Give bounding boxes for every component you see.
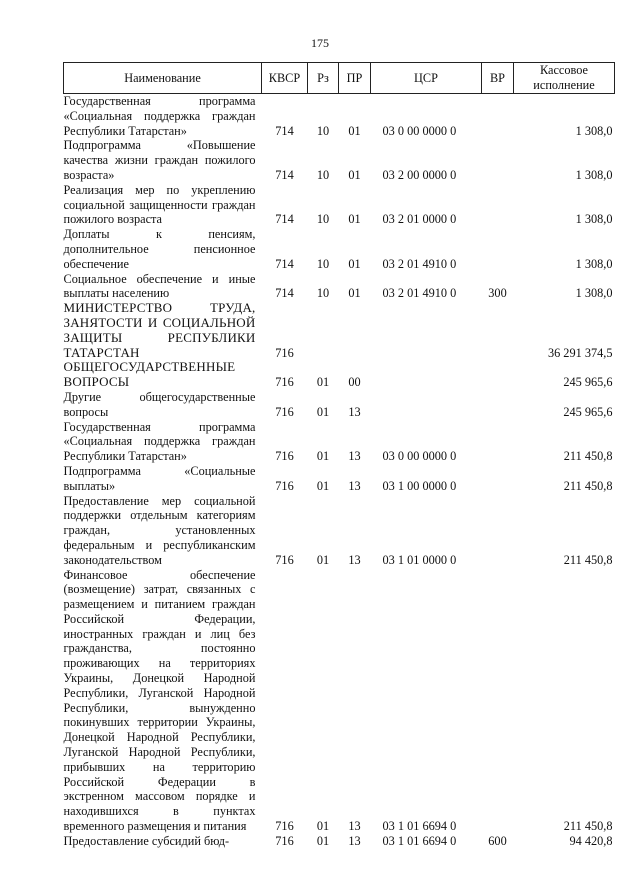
- row-kvsr-cell: 716: [275, 552, 294, 567]
- row-vr-cell: [482, 494, 514, 568]
- table-row: [64, 494, 615, 568]
- header-vr: ВР: [482, 63, 514, 94]
- row-name-cell: Предоставление мер социальной поддержки отдельным категориям граждан, установленных федеральным и республиканским законодательством: [63, 493, 256, 567]
- row-pr-cell: [339, 301, 371, 360]
- row-pr-cell: 01: [348, 286, 361, 301]
- row-amount-cell: 1 308,0: [575, 212, 613, 227]
- row-vr-cell: [482, 464, 514, 494]
- row-pr-cell: 01: [348, 123, 361, 138]
- table-row: [64, 568, 615, 834]
- row-amount-cell: 211 450,8: [563, 478, 613, 493]
- row-amount-cell: 36 291 374,5: [547, 345, 613, 360]
- row-kvsr-cell: 714: [275, 167, 294, 182]
- table-row: [64, 138, 615, 182]
- header-rz: Рз: [308, 63, 339, 94]
- row-vr-cell: [482, 301, 514, 360]
- row-amount-cell: 1 308,0: [575, 286, 613, 301]
- row-name-cell: Финансовое обеспечение (возмещение) затрат, связанных с размещением и питанием граждан Российской Федерации, иностранных граждан и лиц без гражданства, постоянно проживающих на территориях Украины, Донецкой Народной Республики, Луганской Народной Республики, вынужденно покинувших территории Украины, Донецкой Народной Республики, Луганской Народной Республики, прибывших на территорию Российской Федерации в экстренном массовом порядке и находившихся в пунктах временного размещения и питания: [63, 567, 256, 834]
- row-vr-cell: [482, 138, 514, 182]
- row-csr-cell: 03 2 01 4910 0: [382, 256, 457, 271]
- row-vr-cell: [482, 568, 514, 834]
- row-pr-cell: 01: [348, 256, 361, 271]
- table-row: [64, 183, 615, 227]
- table-row: [64, 464, 615, 494]
- row-csr-cell: 03 0 00 0000 0: [382, 449, 457, 464]
- row-name-cell: Социальное обеспечение и иные выплаты населению: [63, 271, 256, 301]
- row-csr-cell: 03 1 00 0000 0: [382, 478, 457, 493]
- row-vr-cell: 600: [488, 833, 507, 848]
- row-name-cell: МИНИСТЕРСТВО ТРУДА, ЗАНЯТОСТИ И СОЦИАЛЬНОЙ ЗАЩИТЫ РЕСПУБЛИКИ ТАТАРСТАН: [63, 300, 256, 360]
- row-amount-cell: 211 450,8: [563, 449, 613, 464]
- row-name-cell: Подпрограмма «Социальные выплаты»: [63, 463, 256, 493]
- row-kvsr-cell: 716: [275, 345, 294, 360]
- row-csr-cell: [371, 390, 482, 420]
- row-csr-cell: 03 1 01 0000 0: [382, 552, 457, 567]
- row-name-cell: Доплаты к пенсиям, дополнительное пенсионное обеспечение: [63, 227, 256, 271]
- row-pr-cell: 13: [348, 478, 361, 493]
- row-rz-cell: 01: [316, 833, 330, 848]
- table-row: [64, 420, 615, 464]
- row-pr-cell: 13: [348, 833, 361, 848]
- row-amount-cell: 94 420,8: [569, 833, 613, 848]
- row-csr-cell: 03 2 01 0000 0: [382, 212, 457, 227]
- row-kvsr-cell: 716: [275, 833, 294, 848]
- header-csr: ЦСР: [371, 63, 482, 94]
- row-amount-cell: 1 308,0: [575, 167, 613, 182]
- row-amount-cell: 211 450,8: [563, 819, 613, 834]
- row-csr-cell: 03 1 01 6694 0: [382, 833, 457, 848]
- table-row: [64, 301, 615, 360]
- header-pr: ПР: [339, 63, 371, 94]
- row-csr-cell: 03 2 00 0000 0: [382, 167, 457, 182]
- row-pr-cell: 13: [348, 404, 361, 419]
- row-kvsr-cell: 714: [275, 123, 294, 138]
- table-header-row: [64, 63, 615, 94]
- row-amount-cell: 211 450,8: [563, 552, 613, 567]
- row-name-cell: Государственная программа «Социальная поддержка граждан Республики Татарстан»: [63, 419, 256, 464]
- row-pr-cell: 13: [348, 819, 361, 834]
- row-kvsr-cell: 716: [275, 375, 294, 390]
- row-name-cell: Государственная программа «Социальная поддержка граждан Республики Татарстан»: [63, 94, 256, 138]
- header-kvsr: КВСР: [262, 63, 308, 94]
- row-pr-cell: 13: [348, 449, 361, 464]
- row-amount-cell: 1 308,0: [575, 123, 613, 138]
- row-csr-cell: 03 1 01 6694 0: [382, 819, 457, 834]
- row-name-cell: ОБЩЕГОСУДАРСТВЕННЫЕ ВОПРОСЫ: [63, 359, 236, 390]
- row-pr-cell: 01: [348, 167, 361, 182]
- row-vr-cell: [482, 227, 514, 271]
- row-name-cell: Реализация мер по укреплению социальной защищенности граждан пожилого возраста: [63, 182, 256, 227]
- row-rz-cell: 10: [316, 167, 330, 182]
- table-row: [64, 227, 615, 271]
- row-vr-cell: 300: [488, 286, 507, 301]
- row-csr-cell: [371, 360, 482, 390]
- header-name: Наименование: [64, 63, 262, 94]
- row-vr-cell: [482, 94, 514, 139]
- row-kvsr-cell: 714: [275, 212, 294, 227]
- row-csr-cell: 03 2 01 4910 0: [382, 286, 457, 301]
- row-csr-cell: 03 0 00 0000 0: [382, 123, 457, 138]
- row-name-cell: Предоставление субсидий бюд-: [63, 833, 230, 848]
- table-row: [64, 390, 615, 420]
- table-row: [64, 834, 615, 849]
- row-kvsr-cell: 716: [275, 819, 294, 834]
- row-amount-cell: 1 308,0: [575, 256, 613, 271]
- row-rz-cell: 01: [316, 449, 330, 464]
- row-pr-cell: 13: [348, 552, 361, 567]
- row-kvsr-cell: 716: [275, 449, 294, 464]
- row-kvsr-cell: 714: [275, 256, 294, 271]
- row-pr-cell: 00: [348, 375, 361, 390]
- table-row: [64, 360, 615, 390]
- row-amount-cell: 245 965,6: [563, 375, 613, 390]
- row-rz-cell: 01: [316, 552, 330, 567]
- row-rz-cell: 01: [316, 375, 330, 390]
- row-rz-cell: 10: [316, 256, 330, 271]
- table-row: [64, 94, 615, 139]
- row-kvsr-cell: 714: [275, 286, 294, 301]
- row-rz-cell: [308, 301, 339, 360]
- header-amount: Кассовое исполнение: [514, 63, 615, 94]
- row-vr-cell: [482, 390, 514, 420]
- table-row: [64, 272, 615, 302]
- row-rz-cell: 10: [316, 286, 330, 301]
- row-kvsr-cell: 716: [275, 478, 294, 493]
- page-number: 175: [311, 36, 329, 50]
- row-name-cell: Подпрограмма «Повышение качества жизни граждан пожилого возраста»: [63, 138, 256, 182]
- row-rz-cell: 01: [316, 819, 330, 834]
- row-vr-cell: [482, 183, 514, 227]
- row-name-cell: Другие общегосударственные вопросы: [63, 389, 256, 419]
- row-rz-cell: 10: [316, 123, 330, 138]
- row-vr-cell: [482, 360, 514, 390]
- row-rz-cell: 10: [316, 212, 330, 227]
- row-kvsr-cell: 716: [275, 404, 294, 419]
- row-csr-cell: [371, 301, 482, 360]
- row-rz-cell: 01: [316, 478, 330, 493]
- row-rz-cell: 01: [316, 404, 330, 419]
- budget-table: [63, 62, 615, 849]
- row-pr-cell: 01: [348, 212, 361, 227]
- row-vr-cell: [482, 420, 514, 464]
- row-amount-cell: 245 965,6: [563, 404, 613, 419]
